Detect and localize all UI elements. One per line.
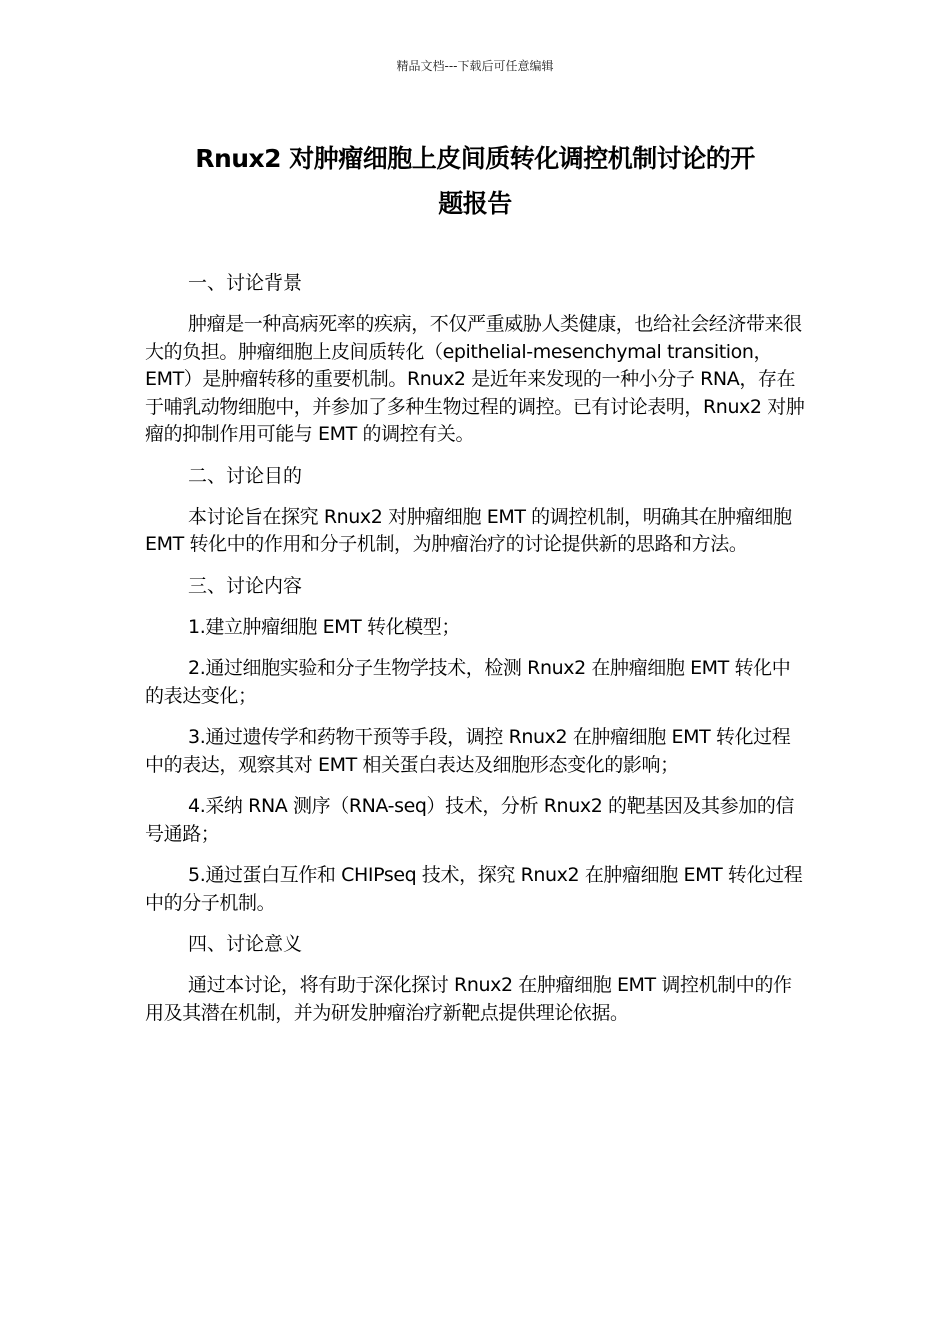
content-item-3: 3.通过遗传学和药物干预等手段，调控 Rnux2 在肿瘤细胞 EMT 转化过程中的表达，观察其对 EMT 相关蛋白表达及细胞形态变化的影响； — [145, 726, 791, 776]
document-body — [145, 270, 807, 1041]
content-item-5: 5.通过蛋白互作和 CHIPseq 技术，探究 Rnux2 在肿瘤细胞 EMT 转化过程中的分子机制。 — [145, 864, 803, 914]
document-title — [150, 136, 800, 226]
section-heading-content: 三、讨论内容 — [188, 574, 303, 597]
page-header: 精品文档---下载后可任意编辑 — [396, 59, 554, 73]
section-heading-purpose: 二、讨论目的 — [188, 464, 303, 487]
section-heading-background: 一、讨论背景 — [188, 272, 303, 294]
document-title-line-2: 题报告 — [438, 189, 512, 218]
content-item-1: 1.建立肿瘤细胞 EMT 转化模型； — [188, 615, 461, 638]
paragraph-significance: 通过本讨论，将有助于深化探讨 Rnux2 在肿瘤细胞 EMT 调控机制中的作用及其潜在机制，并为研发肿瘤治疗新靶点提供理论依据。 — [145, 974, 792, 1024]
section-heading-significance: 四、讨论意义 — [188, 933, 303, 955]
paragraph-background: 肿瘤是一种高病死率的疾病，不仅严重威胁人类健康，也给社会经济带来很大的负担。肿瘤细胞上皮间质转化（epithelial-mesenchymal transition，EMT）是肿瘤转移的重要机制。Rnux2 是近年来发现的一种小分子 RNA，存在于哺乳动物细胞中，并参加了多种生物过程的调控。已有讨论表明，Rnux2 对肿瘤的抑制作用可能与 EMT 的调控有关。 — [145, 313, 805, 445]
document-title-line-1: Rnux2 对肿瘤细胞上皮间质转化调控机制讨论的开 — [195, 144, 755, 173]
content-item-2: 2.通过细胞实验和分子生物学技术，检测 Rnux2 在肿瘤细胞 EMT 转化中的表达变化； — [145, 657, 791, 707]
content-item-4: 4.采纳 RNA 测序（RNA-seq）技术，分析 Rnux2 的靶基因及其参加的信号通路； — [145, 795, 795, 845]
paragraph-purpose: 本讨论旨在探究 Rnux2 对肿瘤细胞 EMT 的调控机制，明确其在肿瘤细胞 EMT 转化中的作用和分子机制，为肿瘤治疗的讨论提供新的思路和方法。 — [145, 505, 792, 555]
